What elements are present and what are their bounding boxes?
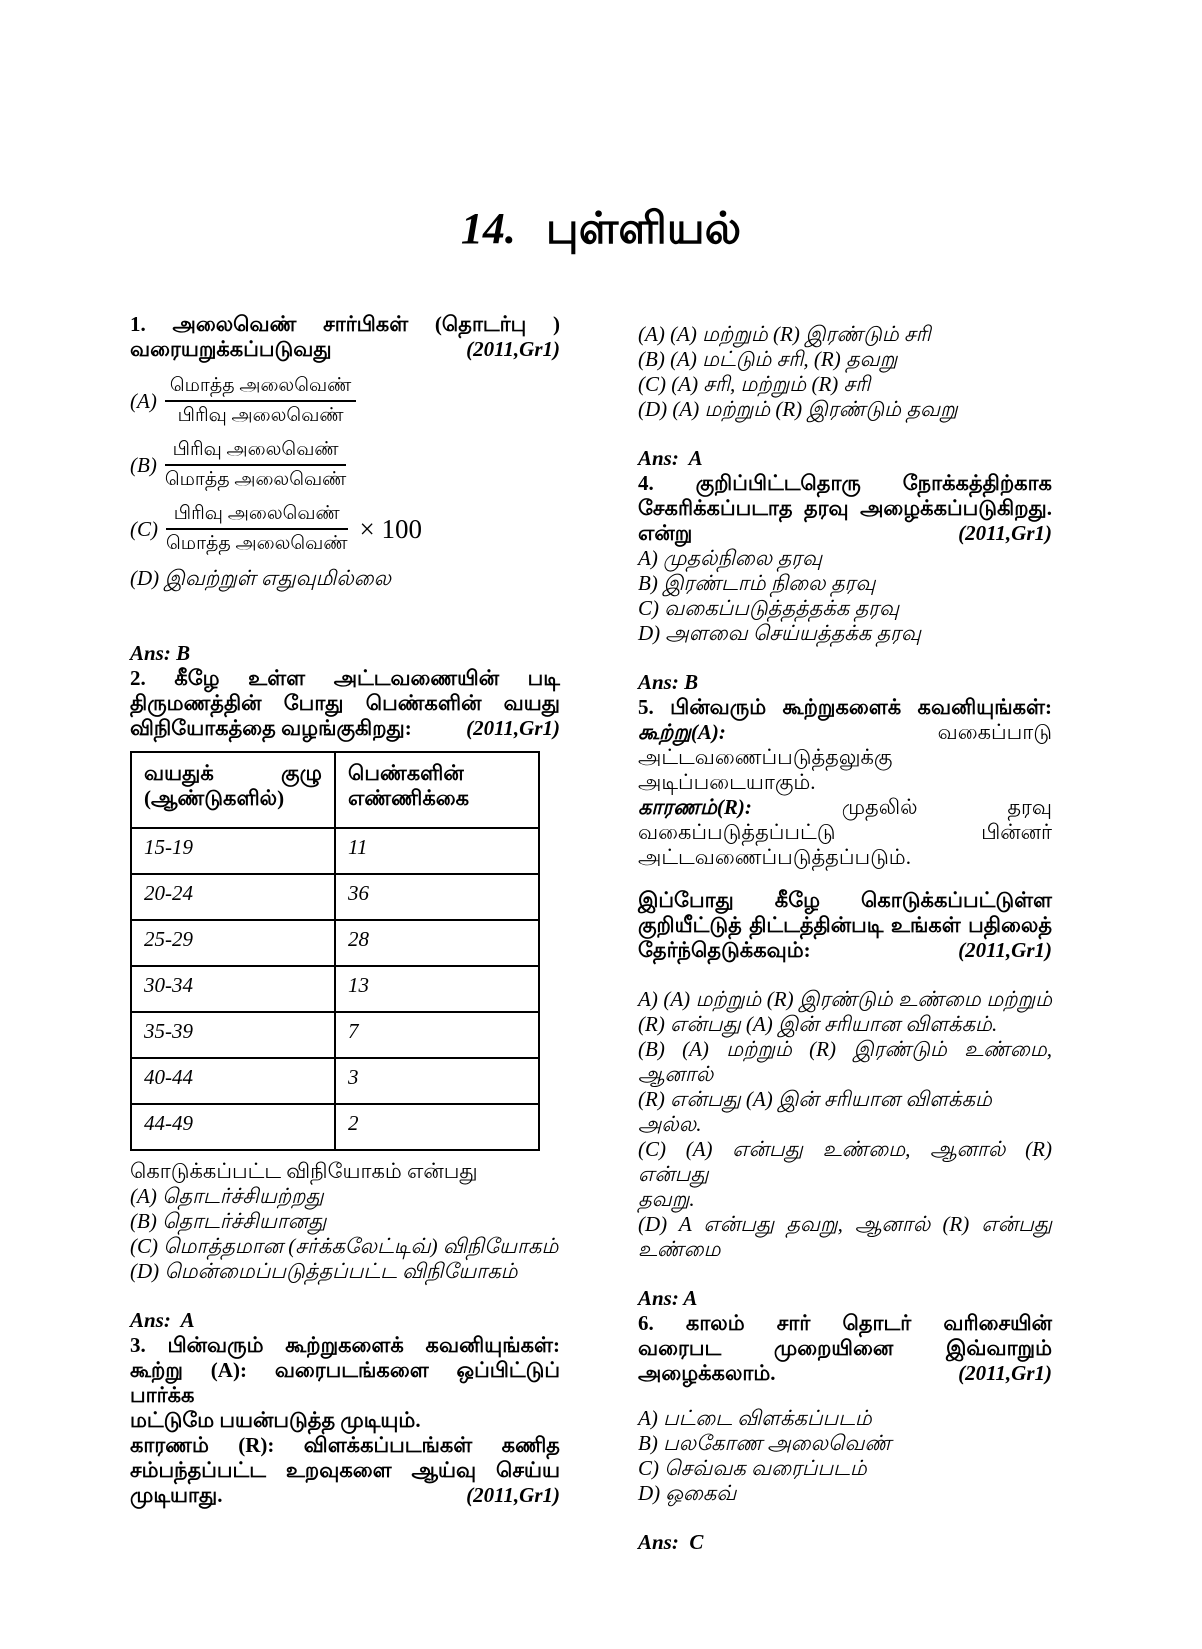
table-row <box>131 828 539 874</box>
q4-option-b: B) இரண்டாம் நிலை தரவு <box>638 571 876 595</box>
q5-option-c-line2: தவறு. <box>638 1187 695 1211</box>
q1-option-d: (D) இவற்றுள் எதுவுமில்லை <box>130 566 392 590</box>
q6-line3-text: அழைக்கலாம். <box>638 1361 776 1385</box>
q5-option-b-line1: (B) (A) மற்றும் (R) இரண்டும் உண்மை, ஆனால் <box>638 1037 1052 1086</box>
age-range-cell: 30-34 <box>131 966 335 1012</box>
q6-option-b: B) பலகோண அலைவெண் <box>638 1431 892 1455</box>
q1-answer: Ans: B <box>130 641 191 665</box>
q3-line6 <box>130 1483 560 1508</box>
count-header-line1: பெண்களின் <box>348 761 464 785</box>
q1-option-c <box>130 502 560 556</box>
q6-answer: Ans: C <box>638 1530 704 1554</box>
q3-line1: 3. பின்வரும் கூற்றுகளைக் கவனியுங்கள்: <box>130 1333 560 1357</box>
q1-option-a-denominator: பிரிவு அலைவெண் <box>177 405 344 426</box>
count-cell: 13 <box>335 966 539 1012</box>
q1-option-c-multiplier: × 100 <box>359 513 423 544</box>
q3-line5: சம்பந்தப்பட்ட உறவுகளை ஆய்வு செய்ய <box>130 1458 560 1482</box>
q4-option-d: D) அளவை செய்யத்தக்க தரவு <box>638 621 921 645</box>
q1-line1: 1. அலைவெண் சார்பிகள் (தொடர்பு ) <box>130 312 560 336</box>
q2-option-c: (C) மொத்தமான (சர்க்கலேட்டிவ்) விநியோகம் <box>130 1234 559 1258</box>
q2-line3-text: விநியோகத்தை வழங்குகிறது: <box>130 716 412 740</box>
q5-option-c-line1: (C) (A) என்பது உண்மை, ஆனால் (R) என்பது <box>638 1137 1052 1186</box>
q5-instruction-line3 <box>638 938 1052 963</box>
age-range-cell: 44-49 <box>131 1104 335 1150</box>
q1-option-b <box>130 438 560 492</box>
q5-option-d-line2: உண்மை <box>638 1237 721 1261</box>
count-cell: 11 <box>335 828 539 874</box>
q1-year: (2011,Gr1) <box>466 337 560 361</box>
count-cell: 3 <box>335 1058 539 1104</box>
q6-option-c: C) செவ்வக வரைப்படம் <box>638 1456 867 1480</box>
q3-answer: Ans: A <box>638 446 703 470</box>
q5-assertion-line3: அடிப்படையாகும். <box>638 770 816 794</box>
count-header-line2: எண்ணிக்கை <box>348 786 470 810</box>
q2-line2: திருமணத்தின் போது பெண்களின் வயது <box>130 691 560 715</box>
q2-line1: 2. கீழே உள்ள அட்டவணையின் படி <box>130 666 560 690</box>
chapter-title: புள்ளியல் <box>545 204 742 253</box>
q3-line2: கூற்று (A): வரைபடங்களை ஒப்பிட்டுப் பார்க்க <box>130 1358 560 1407</box>
q5-line1: 5. பின்வரும் கூற்றுகளைக் கவனியுங்கள்: <box>638 695 1052 719</box>
age-group-header-line1: வயதுக் குழு <box>144 761 322 785</box>
q5-option-d-line1: (D) A என்பது தவறு, ஆனால் (R) என்பது <box>638 1212 1052 1236</box>
q6-option-d: D) ஒகைவ் <box>638 1481 737 1505</box>
q3-line4: காரணம் (R): விளக்கப்படங்கள் கணித <box>130 1433 560 1457</box>
q2-year: (2011,Gr1) <box>466 716 560 740</box>
q5-answer: Ans: A <box>638 1286 698 1310</box>
q2-stem: கொடுக்கப்பட்ட விநியோகம் என்பது <box>130 1159 478 1183</box>
table-header-count <box>335 752 539 828</box>
age-distribution-table <box>130 751 540 1151</box>
q5-option-a-line2: (R) என்பது (A) இன் சரியான விளக்கம். <box>638 1012 998 1036</box>
q1-option-a <box>130 374 560 428</box>
q5-reason-line2 <box>638 820 1052 845</box>
q2-option-b: (B) தொடர்ச்சியானது <box>130 1209 327 1233</box>
q5-reason-word1: முதலில் <box>841 795 918 819</box>
q6-option-a: A) பட்டை விளக்கப்படம் <box>638 1406 872 1430</box>
q5-instruction-line1: இப்போது கீழே கொடுக்கப்பட்டுள்ள <box>638 888 1052 912</box>
q6-line3 <box>638 1361 1052 1386</box>
q5-option-a-line1: A) (A) மற்றும் (R) இரண்டும் உண்மை மற்றும் <box>638 987 1052 1011</box>
page-title <box>0 200 1202 258</box>
q2-answer: Ans: A <box>130 1308 195 1332</box>
q5-year: (2011,Gr1) <box>958 938 1052 962</box>
q5-option-b-line2: (R) என்பது (A) இன் சரியான விளக்கம் அல்ல. <box>638 1087 992 1136</box>
q5-assertion-line2: அட்டவணைப்படுத்தலுக்கு <box>638 745 893 769</box>
age-range-cell: 35-39 <box>131 1012 335 1058</box>
q3-year: (2011,Gr1) <box>466 1483 560 1507</box>
table-row <box>131 966 539 1012</box>
q4-line2: சேகரிக்கப்படாத தரவு அழைக்கப்படுகிறது. <box>638 496 1052 520</box>
q5-reason-line3: அட்டவணைப்படுத்தப்படும். <box>638 845 911 869</box>
q5-reason-line2b: பின்னர் <box>981 820 1052 844</box>
q4-option-c: C) வகைப்படுத்தத்தக்க தரவு <box>638 596 900 620</box>
q4-answer: Ans: B <box>638 670 699 694</box>
table-header-age-group <box>131 752 335 828</box>
q3-option-c: (C) (A) சரி, மற்றும் (R) சரி <box>638 372 871 396</box>
q5-instruction-line2: குறியீட்டுத் திட்டத்தின்படி உங்கள் பதிலைத் <box>638 913 1052 937</box>
q1-option-c-denominator: மொத்த அலைவெண் <box>166 533 348 554</box>
q2-line3 <box>130 716 560 741</box>
q1-option-b-denominator: மொத்த அலைவெண் <box>164 469 347 490</box>
q3-line3: மட்டுமே பயன்படுத்த முடியும். <box>130 1408 421 1432</box>
count-cell: 28 <box>335 920 539 966</box>
q1-line2 <box>130 337 560 362</box>
age-range-cell: 25-29 <box>131 920 335 966</box>
right-column <box>638 322 1052 1555</box>
age-group-header-line2: (ஆண்டுகளில்) <box>144 786 285 810</box>
q1-option-b-fraction <box>165 438 347 492</box>
q5-assertion-line1 <box>638 720 1052 745</box>
count-cell: 36 <box>335 874 539 920</box>
q5-reason-word2: தரவு <box>1007 795 1052 819</box>
q2-option-a: (A) தொடர்ச்சியற்றது <box>130 1184 324 1208</box>
q5-instruction-line3-text: தேர்ந்தெடுக்கவும்: <box>638 938 811 962</box>
q1-line2-text: வரையறுக்கப்படுவது <box>130 337 332 361</box>
table-row <box>131 1104 539 1150</box>
q6-line1: 6. காலம் சார் தொடர் வரிசையின் <box>638 1311 1052 1335</box>
table-row <box>131 920 539 966</box>
q4-option-a: A) முதல்நிலை தரவு <box>638 546 823 570</box>
chapter-number: 14. <box>460 204 516 253</box>
table-row <box>131 1012 539 1058</box>
q4-line1: 4. குறிப்பிட்டதொரு நோக்கத்திற்காக <box>638 471 1052 495</box>
age-range-cell: 15-19 <box>131 828 335 874</box>
q5-assertion-label: கூற்று(A): <box>638 720 726 744</box>
q1-option-a-label: (A) <box>130 388 157 413</box>
q3-line6-text: முடியாது. <box>130 1483 223 1507</box>
q1-option-a-numerator: மொத்த அலைவெண் <box>165 374 357 402</box>
q3-option-a: (A) (A) மற்றும் (R) இரண்டும் சரி <box>638 322 931 346</box>
q4-line3-text: என்று <box>638 521 693 545</box>
age-range-cell: 20-24 <box>131 874 335 920</box>
q2-option-d: (D) மென்மைப்படுத்தப்பட்ட விநியோகம் <box>130 1259 518 1283</box>
q1-option-b-label: (B) <box>130 452 157 477</box>
count-cell: 7 <box>335 1012 539 1058</box>
age-range-cell: 40-44 <box>131 1058 335 1104</box>
q4-line3 <box>638 521 1052 546</box>
q1-option-c-fraction <box>166 502 348 556</box>
table-header-row <box>131 752 539 828</box>
count-cell: 2 <box>335 1104 539 1150</box>
q5-reason-line1 <box>638 795 1052 820</box>
q1-option-c-label: (C) <box>130 516 158 541</box>
q1-option-a-fraction <box>165 374 357 428</box>
q6-year: (2011,Gr1) <box>958 1361 1052 1385</box>
left-column <box>130 312 560 1508</box>
table-row <box>131 874 539 920</box>
q1-option-c-numerator: பிரிவு அலைவெண் <box>166 502 348 530</box>
q4-year: (2011,Gr1) <box>958 521 1052 545</box>
q6-line2: வரைபட முறையினை இவ்வாறும் <box>638 1336 1052 1360</box>
q1-option-b-numerator: பிரிவு அலைவெண் <box>165 438 347 466</box>
q3-option-b: (B) (A) மட்டும் சரி, (R) தவறு <box>638 347 898 371</box>
q5-reason-line2a: வகைப்படுத்தப்பட்டு <box>638 820 836 844</box>
table-row <box>131 1058 539 1104</box>
q5-reason-label: காரணம்(R): <box>638 795 752 819</box>
q5-assertion-word: வகைப்பாடு <box>937 720 1052 744</box>
q3-option-d: (D) (A) மற்றும் (R) இரண்டும் தவறு <box>638 397 958 421</box>
